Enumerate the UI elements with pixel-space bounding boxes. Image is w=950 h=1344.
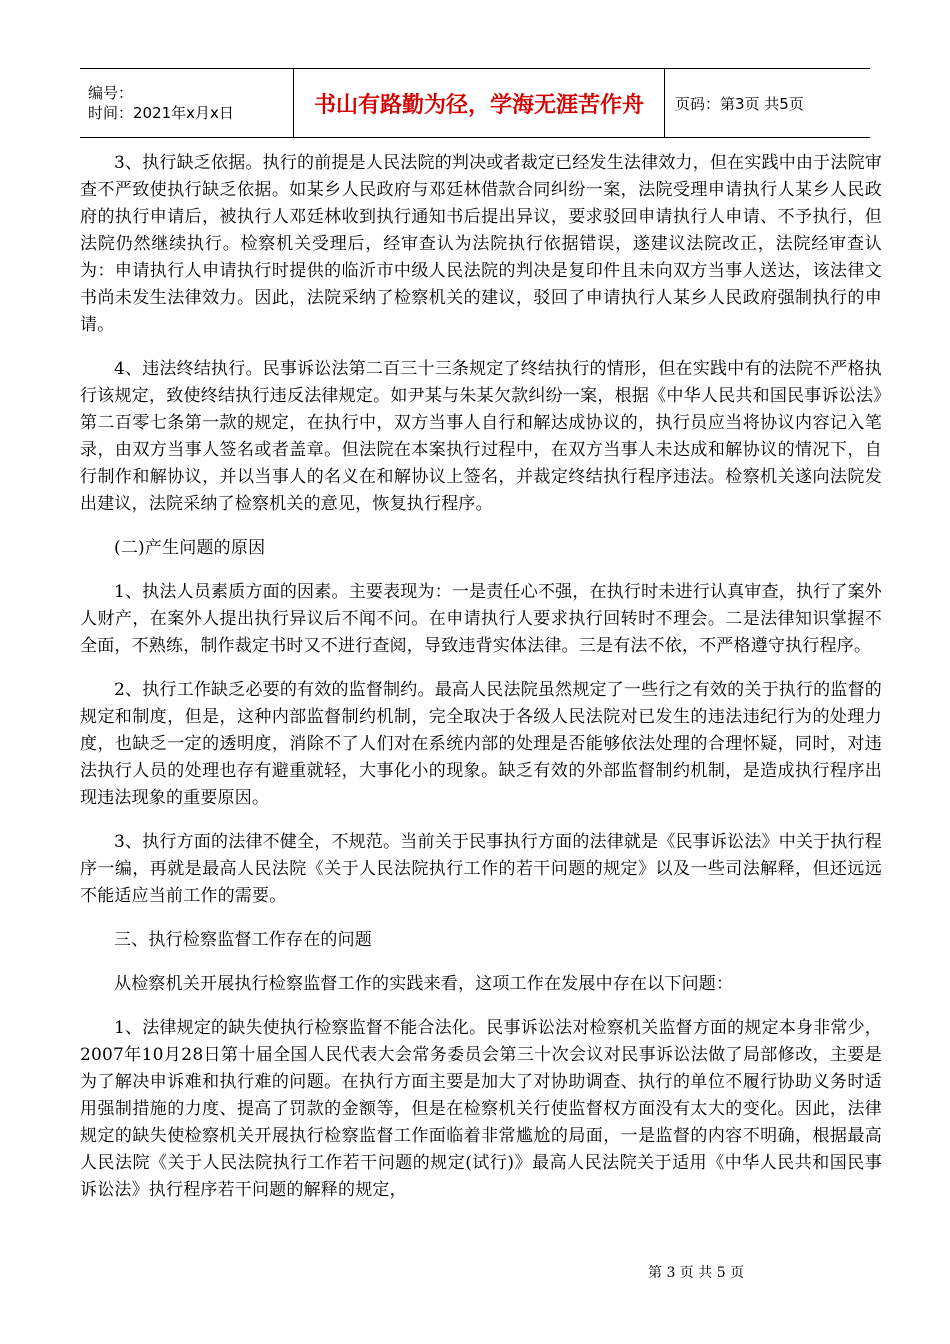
document-date: 时间：2021年x月x日 xyxy=(88,104,234,122)
paragraph: 2、执行工作缺乏必要的有效的监督制约。最高人民法院虽然规定了一些行之有效的关于执行的监督的规定和制度，但是，这种内部监督制约机制，完全取决于各级人民法院对已发生的违法违纪行为的处理力度，也缺乏一定的透明度，消除不了人们对在系统内部的处理是否能够依法处理的合理怀疑，同时，对违法执行人员的处理也存有避重就轻，大事化小的现象。缺乏有效的外部监督制约机制，是造成执行程序出现违法现象的重要原因。 xyxy=(80,680,882,808)
paragraph: 1、执法人员素质方面的因素。主要表现为：一是责任心不强，在执行时未进行认真审查，执行了案外人财产，在案外人提出执行异议后不闻不问。在申请执行人要求执行回转时不理会。二是法律知识掌握不全面，不熟练，制作裁定书时又不进行查阅，导致违背实体法律。三是有法不依，不严格遵守执行程序。 xyxy=(80,582,882,656)
motto-text: 书山有路勤为径，学海无涯苦作舟 xyxy=(313,92,644,118)
section-heading: 三、执行检察监督工作存在的问题 xyxy=(114,930,372,950)
footer-page-number: 第 3 页 共 5 页 xyxy=(648,1265,745,1281)
paragraph: 从检察机关开展执行检察监督工作的实践来看，这项工作在发展中存在以下问题： xyxy=(114,974,734,994)
header-motto xyxy=(293,69,665,137)
paragraph: 3、执行方面的法律不健全，不规范。当前关于民事执行方面的法律就是《民事诉讼法》中关于执行程序一编，再就是最高人民法院《关于人民法院执行工作的若干问题的规定》以及一些司法解释，但还远远不能适应当前工作的需要。 xyxy=(80,832,882,906)
paragraph: 3、执行缺乏依据。执行的前提是人民法院的判决或者裁定已经发生法律效力，但在实践中由于法院审查不严致使执行缺乏依据。如某乡人民政府与邓廷林借款合同纠纷一案，法院受理申请执行人某乡人民政府的执行申请后，被执行人邓廷林收到执行通知书后提出异议，要求驳回申请执行人申请、不予执行，但法院仍然继续执行。检察机关受理后，经审查认为法院执行依据错误，遂建议法院改正，法院经审查认为：申请执行人申请执行时提供的临沂市中级人民法院的判决是复印件且未向双方当事人送达，该法律文书尚未发生法律效力。因此，法院采纳了检察机关的建议，驳回了申请执行人某乡人民政府强制执行的申请。 xyxy=(80,153,882,335)
document-body xyxy=(80,150,882,1221)
header-page-info xyxy=(665,69,804,137)
paragraph: 4、违法终结执行。民事诉讼法第二百三十三条规定了终结执行的情形，但在实践中有的法院不严格执行该规定，致使终结执行违反法律规定。如尹某与朱某欠款纠纷一案，根据《中华人民共和国民事诉讼法》第二百零七条第一款的规定，在执行中，双方当事人自行和解达成协议的，执行员应当将协议内容记入笔录，由双方当事人签名或者盖章。但法院在本案执行过程中，在双方当事人未达成和解协议的情况下，自行制作和解协议，并以当事人的名义在和解协议上签名，并裁定终结执行程序违法。检察机关遂向法院发出建议，法院采纳了检察机关的意见，恢复执行程序。 xyxy=(80,359,882,514)
section-heading: (二)产生问题的原因 xyxy=(114,538,266,558)
paragraph: 1、法律规定的缺失使执行检察监督不能合法化。民事诉讼法对检察机关监督方面的规定本身非常少，2007年10月28日第十届全国人民代表大会常务委员会第三十次会议对民事诉讼法做了局部修改，主要是为了解决申诉难和执行难的问题。在执行方面主要是加大了对协助调查、执行的单位不履行协助义务时适用强制措施的力度、提高了罚款的金额等，但是在检察机关行使监督权方面没有太大的变化。因此，法律规定的缺失使检察机关开展执行检察监督工作面临着非常尴尬的局面，一是监督的内容不明确，根据最高人民法院《关于人民法院执行工作若干问题的规定(试行)》最高人民法院关于适用《中华人民共和国民事诉讼法》执行程序若干问题的解释的规定， xyxy=(80,1018,882,1200)
page-header xyxy=(80,68,870,138)
header-meta xyxy=(80,69,293,137)
page-footer xyxy=(648,1262,744,1282)
document-number-label: 编号： xyxy=(88,84,134,102)
page-info-text: 页码：第3页 共5页 xyxy=(675,94,804,113)
